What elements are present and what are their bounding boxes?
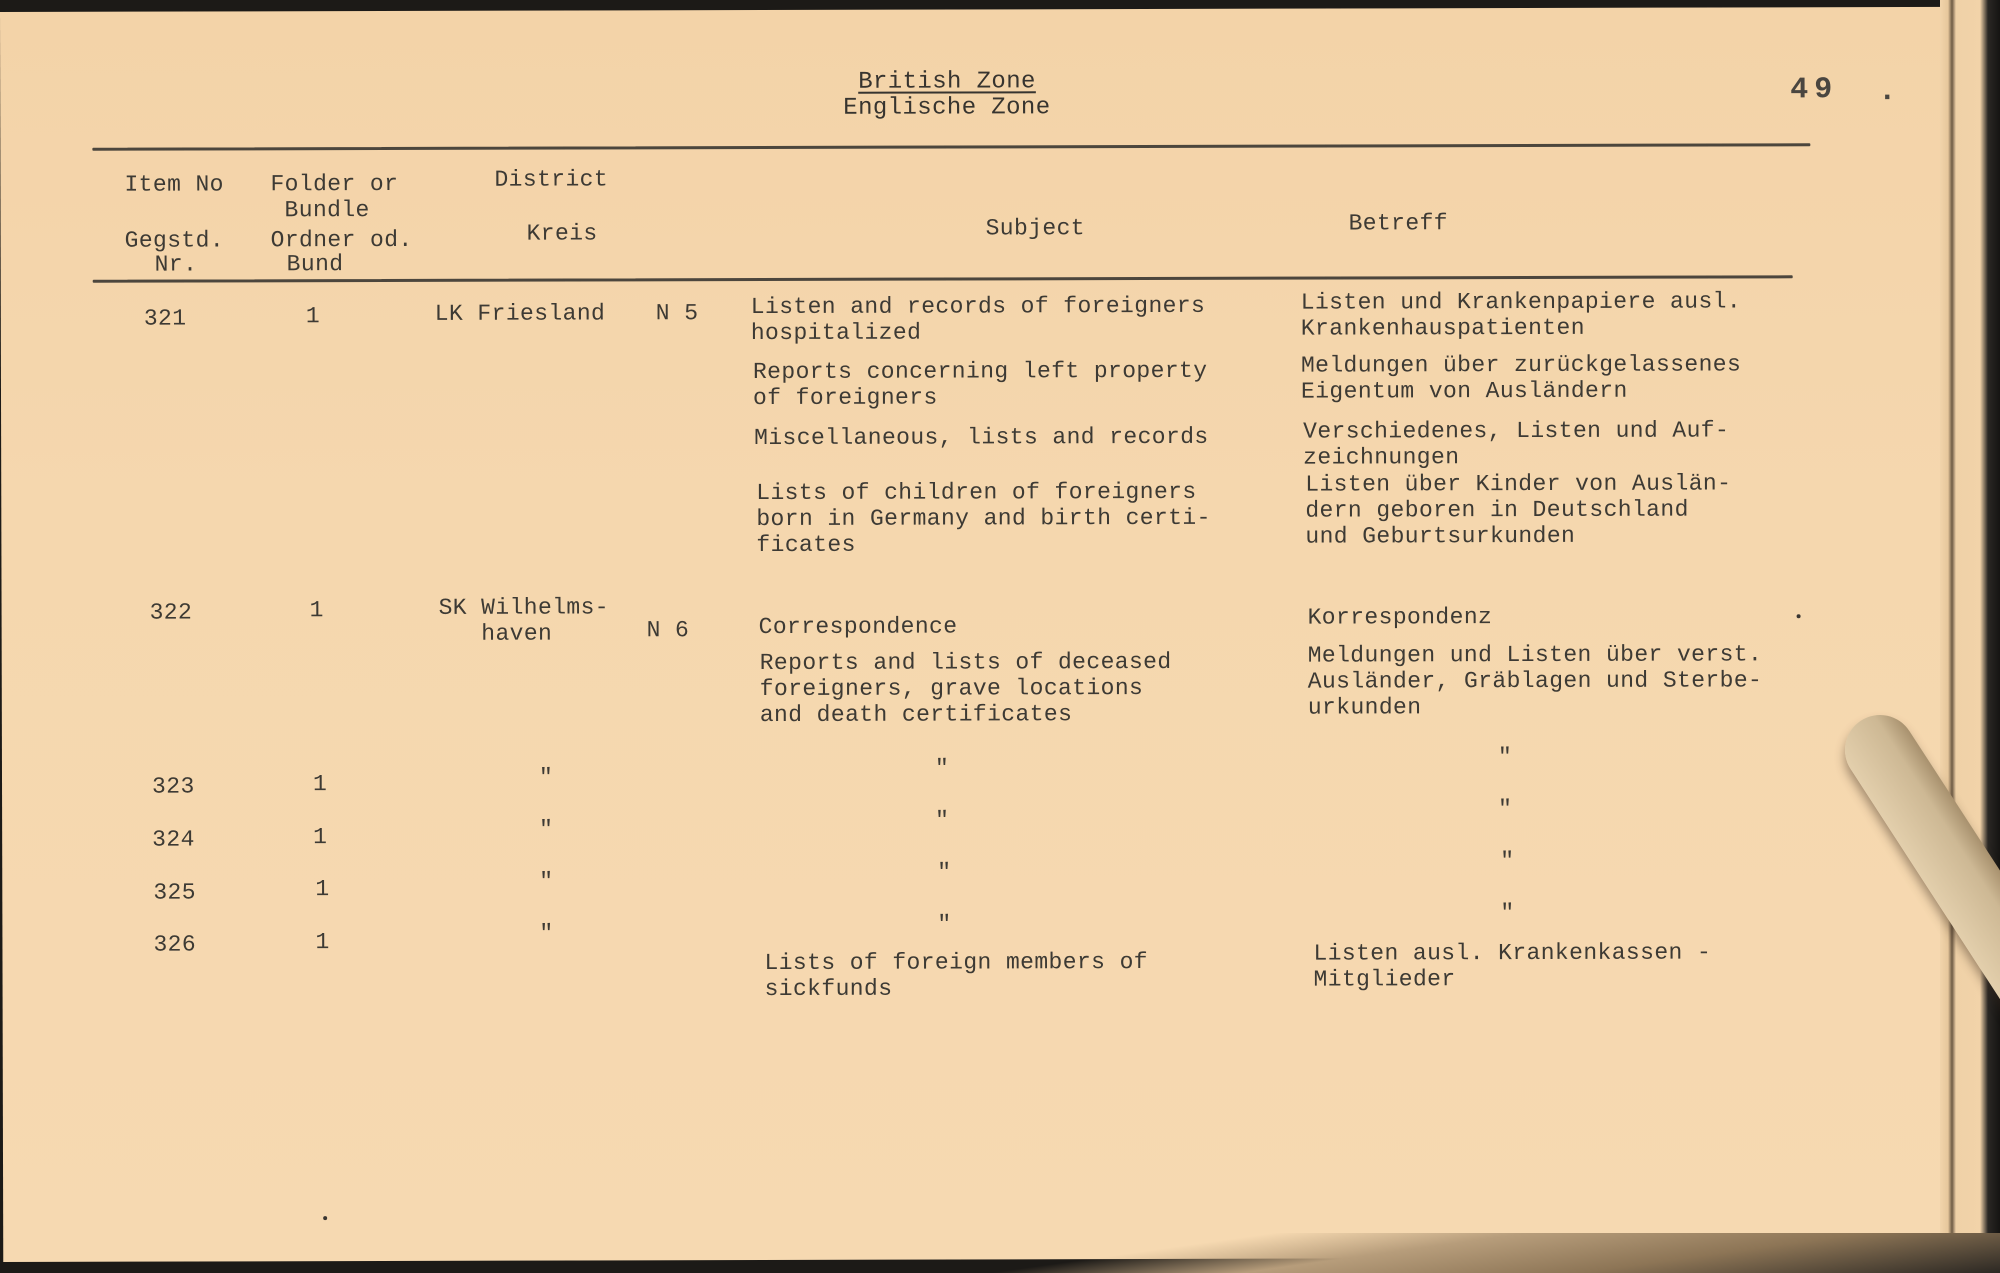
header-bottom-rule (93, 275, 1793, 282)
item-number: 322 (149, 599, 193, 626)
betreff-ditto: " (1500, 900, 1515, 927)
col-folder-de-2: Bund (286, 251, 344, 278)
col-item-no-de-2: Nr. (154, 251, 198, 278)
district-ditto: " (539, 816, 554, 843)
page-bottom-edge (600, 1233, 2000, 1273)
subject-ditto: " (935, 807, 950, 834)
item-number: 325 (153, 879, 196, 906)
district: SK Wilhelms- haven (438, 594, 610, 647)
betreff-entry: Meldungen über zurückgelassenes Eigentum von Ausländern (1300, 351, 1742, 405)
district-ditto: " (539, 868, 554, 895)
betreff-entry: Listen ausl. Krankenkassen - Mitglieder (1313, 939, 1712, 993)
zone-title-english: British Zone (858, 68, 1036, 96)
subject-entry: Reports and lists of deceased foreigners, grave locations and death certificates (759, 648, 1172, 729)
folder-count: 1 (305, 303, 321, 330)
col-folder-en: Folder or (270, 170, 399, 198)
betreff-entry: Korrespondenz (1307, 604, 1493, 631)
folder-count: 1 (315, 876, 330, 903)
betreff-ditto: " (1498, 796, 1513, 823)
folder-count: 1 (309, 597, 324, 624)
col-district-de: Kreis (526, 220, 598, 247)
folder-count: 1 (315, 929, 330, 956)
subject-ditto: " (937, 859, 952, 886)
item-number: 324 (152, 826, 195, 853)
page-mark: . (1878, 75, 1903, 110)
betreff-ditto: " (1500, 848, 1515, 875)
subject-entry: Reports concerning left property of foreigners (752, 357, 1208, 412)
betreff-ditto: " (1497, 744, 1513, 771)
district-ditto: " (539, 920, 554, 947)
subject-ditto: " (937, 911, 952, 938)
item-number: 321 (143, 305, 187, 332)
betreff-entry: Listen über Kinder von Auslän- dern geboren in Deutschland und Geburtsurkunden (1305, 470, 1732, 550)
col-subject: Subject (985, 215, 1086, 242)
header-top-rule (92, 143, 1810, 150)
ink-speck (1797, 614, 1801, 618)
district-code: N 6 (646, 617, 690, 644)
document-page (0, 7, 1958, 1262)
col-item-no-en: Item No (124, 171, 224, 198)
subject-ditto: " (934, 755, 950, 782)
col-district-en: District (494, 166, 609, 193)
subject-entry: Lists of foreign members of sickfunds (764, 948, 1148, 1003)
betreff-entry: Listen und Krankenpapiere ausl. Krankenhauspatienten (1300, 288, 1742, 342)
item-number: 323 (151, 773, 195, 800)
col-folder-de: Ordner od. (270, 226, 413, 254)
subject-entry: Lists of children of foreigners born in Germany and birth certi- ficates (756, 478, 1211, 559)
item-number: 326 (153, 931, 197, 958)
district-ditto: " (538, 764, 554, 791)
betreff-entry: Meldungen und Listen über verst. Ausländer, Gräblagen und Sterbe- urkunden (1307, 641, 1763, 721)
subject-entry: Miscellaneous, lists and records (754, 423, 1209, 452)
page-number: 49 (1790, 73, 1839, 108)
district: LK Friesland (434, 300, 606, 327)
betreff-entry: Verschiedenes, Listen und Auf- zeichnungen (1303, 417, 1730, 471)
folder-count: 1 (313, 824, 328, 851)
col-item-no-de: Gegstd. (124, 227, 225, 254)
col-folder-en-2: Bundle (284, 197, 370, 224)
col-betreff: Betreff (1348, 210, 1449, 237)
ink-speck (323, 1216, 327, 1220)
district-code: N 5 (655, 300, 699, 327)
subject-entry: Correspondence (758, 613, 958, 641)
page-edge-stack (1940, 0, 2000, 1273)
zone-title-german: Englische Zone (843, 94, 1051, 122)
subject-entry: Listen and records of foreigners hospitalized (750, 292, 1206, 347)
folder-count: 1 (312, 771, 328, 798)
